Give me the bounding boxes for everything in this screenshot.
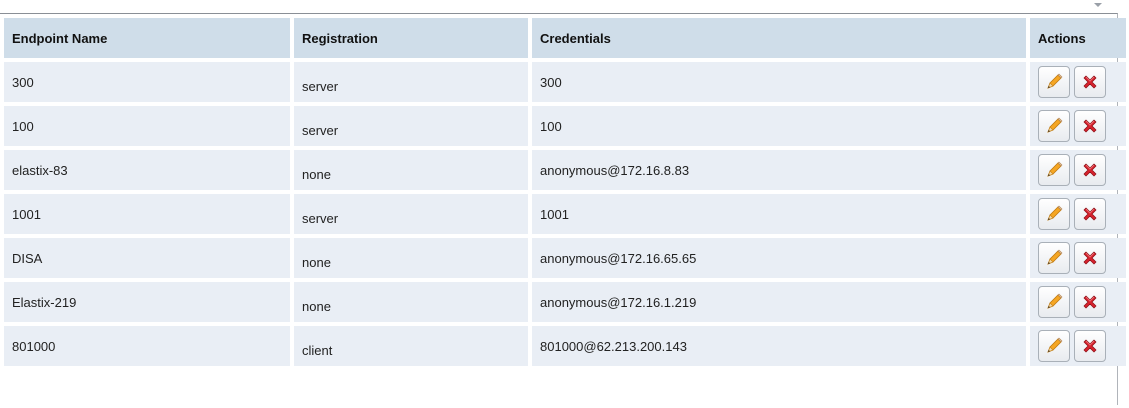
credentials-cell [532,326,1026,366]
column-header-registration[interactable]: Registration [294,18,528,58]
actions-cell [1030,150,1126,190]
red-x-icon [1080,248,1100,268]
endpoint-name: 801000 [12,338,56,354]
endpoint-name-cell [4,326,290,366]
dropdown-arrow-icon[interactable] [1094,3,1102,7]
pencil-icon [1044,336,1064,356]
delete-button[interactable] [1074,110,1106,142]
red-x-icon [1080,72,1100,92]
column-header-credentials[interactable]: Credentials [532,18,1026,58]
edit-button[interactable] [1038,154,1070,186]
actions-cell [1030,282,1126,322]
pencil-icon [1044,72,1064,92]
endpoint-name-cell [4,194,290,234]
registration-cell [294,238,528,278]
pencil-icon [1044,248,1064,268]
credentials-cell [532,62,1026,102]
endpoint-name: 100 [12,118,34,134]
registration-value: none [302,254,331,270]
delete-button[interactable] [1074,198,1106,230]
endpoint-name-cell [4,282,290,322]
delete-button[interactable] [1074,154,1106,186]
credentials-value: anonymous@172.16.8.83 [540,162,690,178]
endpoint-name: DISA [12,250,43,266]
endpoint-name-cell [4,150,290,190]
edit-button[interactable] [1038,286,1070,318]
credentials-value: anonymous@172.16.1.219 [540,294,697,310]
red-x-icon [1080,204,1100,224]
registration-value: client [302,342,333,358]
actions-cell [1030,106,1126,146]
delete-button[interactable] [1074,66,1106,98]
registration-cell [294,282,528,322]
edit-button[interactable] [1038,242,1070,274]
registration-value: server [302,78,339,94]
pencil-icon [1044,160,1064,180]
red-x-icon [1080,336,1100,356]
table-row [4,238,1126,278]
registration-cell [294,194,528,234]
credentials-cell [532,194,1026,234]
endpoint-name: elastix-83 [12,162,68,178]
credentials-value: anonymous@172.16.65.65 [540,250,697,266]
registration-cell [294,106,528,146]
table-row [4,62,1126,102]
endpoint-name-cell [4,106,290,146]
column-header-actions: Actions [1030,18,1126,58]
delete-button[interactable] [1074,286,1106,318]
registration-value: server [302,122,339,138]
endpoint-name: 1001 [12,206,41,222]
pencil-icon [1044,292,1064,312]
endpoint-name-cell [4,238,290,278]
table-row [4,326,1126,366]
actions-cell [1030,194,1126,234]
table-row [4,282,1126,322]
credentials-cell [532,150,1026,190]
edit-button[interactable] [1038,330,1070,362]
endpoint-name: 300 [12,74,34,90]
actions-cell [1030,62,1126,102]
credentials-value: 100 [540,118,562,134]
credentials-value: 1001 [540,206,569,222]
registration-value: server [302,210,339,226]
credentials-cell [532,238,1026,278]
endpoint-name-cell [4,62,290,102]
actions-cell [1030,238,1126,278]
edit-button[interactable] [1038,198,1070,230]
table-row [4,194,1126,234]
edit-button[interactable] [1038,66,1070,98]
column-header-endpoint-name[interactable]: Endpoint Name [4,18,290,58]
delete-button[interactable] [1074,242,1106,274]
table-header-row [4,18,1126,58]
red-x-icon [1080,116,1100,136]
table-row [4,150,1126,190]
delete-button[interactable] [1074,330,1106,362]
registration-cell [294,326,528,366]
actions-cell [1030,326,1126,366]
registration-value: none [302,298,331,314]
pencil-icon [1044,204,1064,224]
edit-button[interactable] [1038,110,1070,142]
registration-cell [294,150,528,190]
credentials-cell [532,106,1026,146]
registration-value: none [302,166,331,182]
table-row [4,106,1126,146]
registration-cell [294,62,528,102]
pencil-icon [1044,116,1064,136]
endpoints-table [0,14,1129,370]
endpoint-name: Elastix-219 [12,294,77,310]
credentials-value: 801000@62.213.200.143 [540,338,687,354]
credentials-value: 300 [540,74,562,90]
credentials-cell [532,282,1026,322]
red-x-icon [1080,292,1100,312]
red-x-icon [1080,160,1100,180]
